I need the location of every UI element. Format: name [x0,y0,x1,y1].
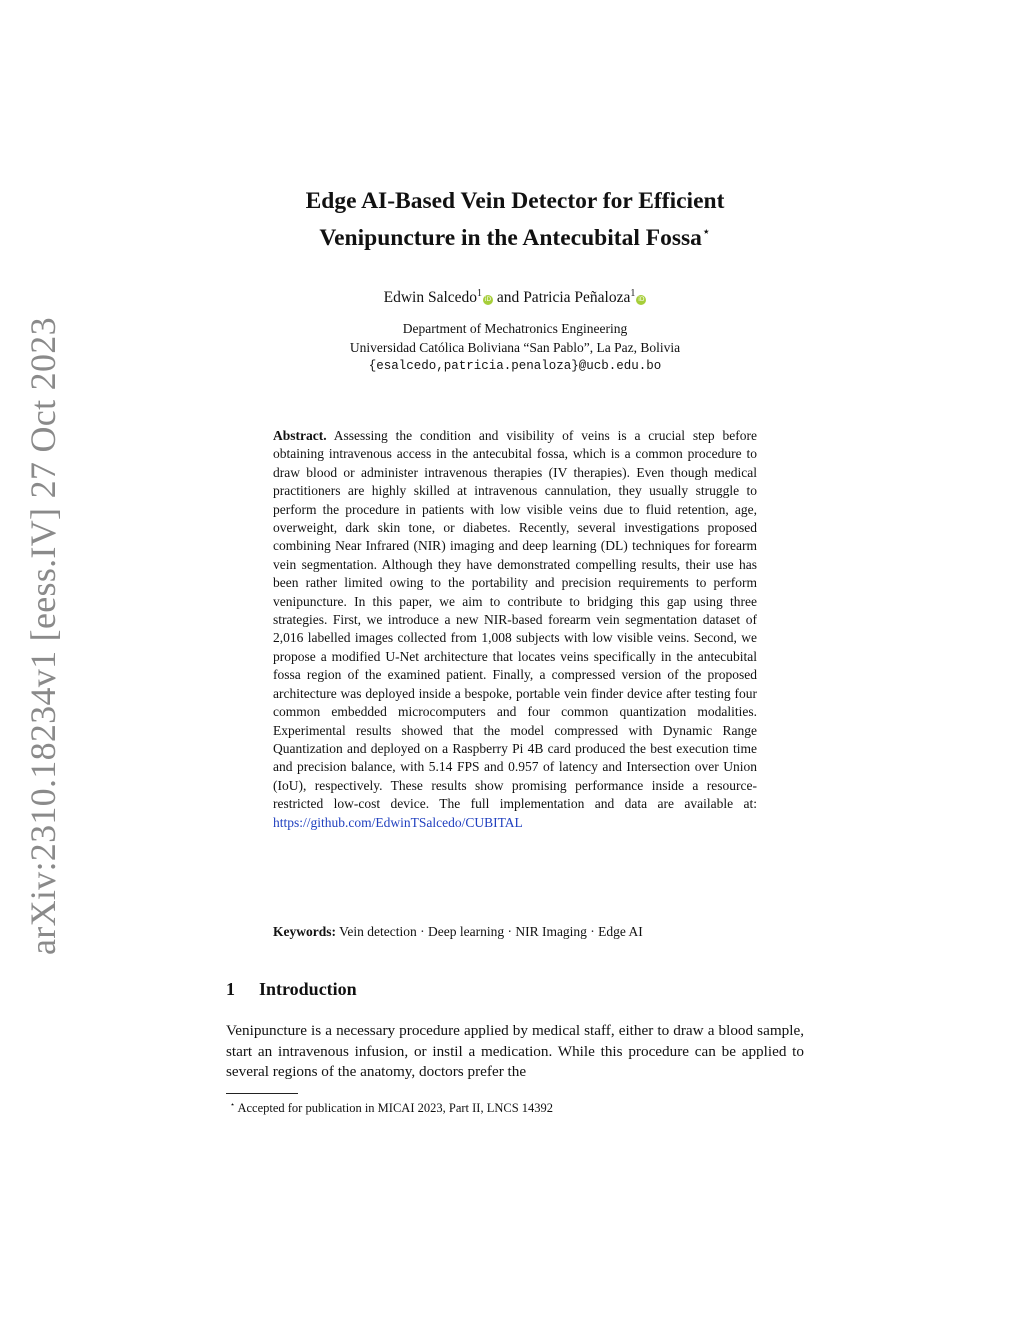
author-emails: {esalcedo,patricia.penaloza}@ucb.edu.bo [368,359,662,373]
section-number: 1 [226,979,235,999]
abstract-label: Abstract. [273,428,327,443]
university: Universidad Católica Boliviana “San Pablo”, La Paz, Bolivia [349,339,681,355]
section-heading [226,977,357,1001]
author-name: Edwin Salcedo [383,289,478,307]
keywords-label: Keywords: [273,924,336,939]
author-affiliation-mark: 1 [477,288,483,299]
orcid-icon[interactable]: iD [638,296,645,304]
abstract [273,427,757,832]
author-name: Patricia Peñaloza [523,289,631,307]
title-footnote-mark: ⋆ [701,225,711,240]
introduction-paragraph: Venipuncture is a necessary procedure applied by medical staff, either to draw a blood sample, start an intravenous infusion, or instil a medication. While this procedure can be applied to several regions of the anatomy, doctors prefer the [226,1022,804,1080]
section-title: Introduction [259,979,357,999]
author-affiliation-mark: 1 [630,288,636,299]
footnote-text: Accepted for publication in MICAI 2023, Part II, LNCS 14392 [237,1101,554,1116]
footnote-divider [226,1093,298,1094]
department: Department of Mechatronics Engineering [402,321,628,336]
abstract-text: Assessing the condition and visibility of veins is a crucial step before obtaining intravenous access in the antecubital fossa, which is a common procedure to draw blood or administer intravenous therapies (IV therapies). Even though medical practitioners are highly skilled at intravenous cannulation, they usually struggle to perform the procedure in patients with low visible veins due to fluid retention, age, overweight, dark skin tone, or diabetes. Recently, several investigations proposed combining Near Infrared (NIR) imaging and deep learning (DL) techniques for forearm vein segmentation. Although they have demonstrated compelling results, their use has been rather limited owing to the portability and precision requirements to perform venipuncture. In this paper, we aim to contribute to bridging this gap using three strategies. First, we introduce a new NIR-based forearm vein segmentation dataset of 2,016 labelled images collected from 1,008 subjects with low visible veins. Second, we propose a modified U-Net architecture that locates veins specifically in the antecubital fossa region of the examined patient. Finally, a compressed version of the proposed architecture was deployed inside a bespoke, portable vein finder device after testing four common embedded microcomputers and four common quantization modalities. Experimental results showed that the model compressed with Dynamic Range Quantization and deployed on a Raspberry Pi 4B card produced the best execution time and precision balance, with 5.14 FPS and 0.957 of latency and Intersection over Union (IoU), respectively. These results show promising performance inside a resource-restricted low-cost device. The full implementation and data are available at: [273,428,757,812]
repository-link[interactable]: https://github.com/EdwinTSalcedo/CUBITAL [273,814,523,830]
title-line-2: Venipuncture in the Antecubital Fossa [319,224,702,251]
title-line-1: Edge AI-Based Vein Detector for Efficient [305,188,725,214]
affiliation-block [200,320,830,376]
author-connector: and [493,289,524,307]
paper-title [200,186,830,254]
arxiv-identifier-stamp: arXiv:2310.18234v1 [eess.IV] 27 Oct 2023 [23,317,63,955]
footnote-mark: ⋆ [230,1100,236,1109]
author-list [200,284,830,308]
footnote [230,1096,553,1117]
orcid-icon[interactable]: iD [484,296,492,304]
keywords-text: Vein detection · Deep learning · NIR Imaging · Edge AI [339,924,643,939]
keywords [273,923,757,941]
